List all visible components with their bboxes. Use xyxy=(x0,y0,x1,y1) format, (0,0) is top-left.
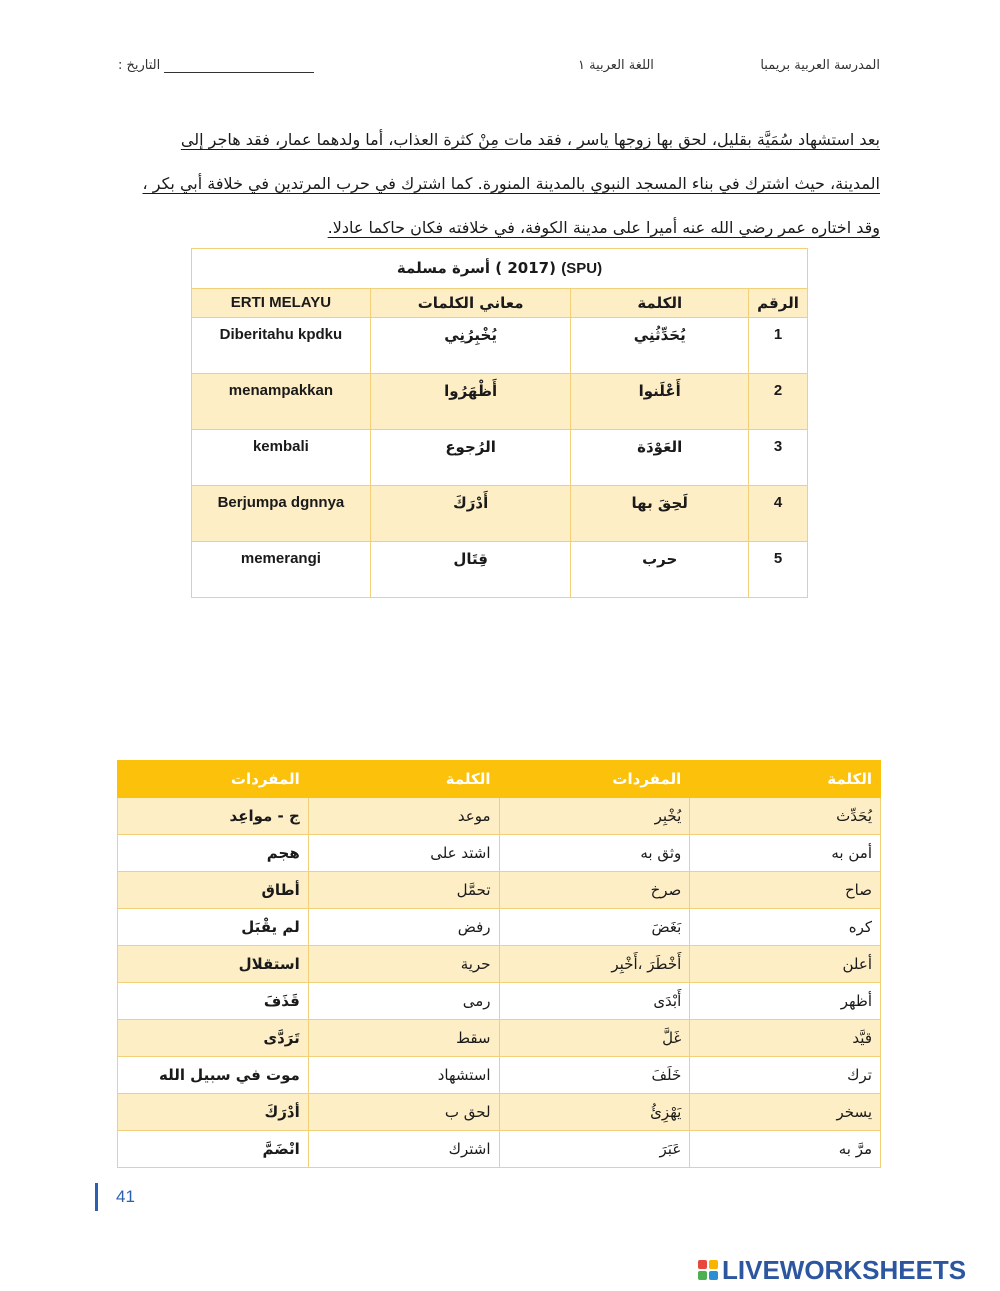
cell-word-2: اشترك xyxy=(308,1131,499,1168)
col-header-malay: ERTI MELAYU xyxy=(192,289,371,318)
cell-word-2: سقط xyxy=(308,1020,499,1057)
cell-word-1: أظهر xyxy=(690,983,881,1020)
synonym-table xyxy=(117,760,881,1168)
table-row xyxy=(118,798,881,835)
row-meaning: قِتَال xyxy=(370,542,571,598)
cell-synonym-2: ج - مواعِد xyxy=(118,798,309,835)
row-word: العَوْدَة xyxy=(571,430,749,486)
cell-synonym-2: أدْرَكَ xyxy=(118,1094,309,1131)
cell-synonym-2: موت في سبيل الله xyxy=(118,1057,309,1094)
col-header-word: الكلمة xyxy=(571,289,749,318)
cell-synonym-1: بَغَضَ xyxy=(499,909,690,946)
cell-word-1: كره xyxy=(690,909,881,946)
cell-synonym-1: يَهْزِئُ xyxy=(499,1094,690,1131)
cell-word-1: ترك xyxy=(690,1057,881,1094)
table-row xyxy=(192,318,808,374)
row-number: 1 xyxy=(749,318,808,374)
row-malay: menampakkan xyxy=(192,374,371,430)
row-meaning: أَدْرَكَ xyxy=(370,486,571,542)
table-row xyxy=(118,1020,881,1057)
date-field xyxy=(118,58,314,73)
table-row xyxy=(118,835,881,872)
logo-square xyxy=(709,1260,718,1269)
row-malay: memerangi xyxy=(192,542,371,598)
logo-square xyxy=(698,1271,707,1280)
cell-synonym-1: خَلَفَ xyxy=(499,1057,690,1094)
cell-word-2: حرية xyxy=(308,946,499,983)
table-row xyxy=(118,1131,881,1168)
logo-text: LIVEWORKSHEETS xyxy=(722,1254,967,1285)
cell-word-1: قيَّد xyxy=(690,1020,881,1057)
passage-line-3: وقد اختاره عمر رضي الله عنه أميرا على مدينة الكوفة، في خلافته فكان حاكما عادلا. xyxy=(327,218,880,237)
cell-synonym-2: أطاق xyxy=(118,872,309,909)
logo-square xyxy=(709,1271,718,1280)
cell-synonym-2: قَذَفَ xyxy=(118,983,309,1020)
page-number: 41 xyxy=(95,1183,135,1211)
cell-synonym-1: وثق به xyxy=(499,835,690,872)
cell-synonym-1: أَخْطَرَ ،أَخْبِر xyxy=(499,946,690,983)
passage-line-2: المدينة، حيث اشترك في بناء المسجد النبوي بالمدينة المنورة. كما اشترك في حرب المرتدين في خلافة أبي بكر ، xyxy=(142,174,880,193)
cell-word-1: يسخر xyxy=(690,1094,881,1131)
row-meaning: يُخْبِرُنِي xyxy=(370,318,571,374)
row-word: أَعْلَنوا xyxy=(571,374,749,430)
cell-word-1: أمن به xyxy=(690,835,881,872)
date-label: التاريخ : xyxy=(118,58,161,73)
cell-word-2: لحق ب xyxy=(308,1094,499,1131)
cell-synonym-2: تَرَدَّى xyxy=(118,1020,309,1057)
row-malay: kembali xyxy=(192,430,371,486)
table-row xyxy=(118,872,881,909)
row-number: 4 xyxy=(749,486,808,542)
col-header-meanings: معاني الكلمات xyxy=(370,289,571,318)
cell-word-2: رمى xyxy=(308,983,499,1020)
table-row xyxy=(192,430,808,486)
col-header-number: الرقم xyxy=(749,289,808,318)
row-word: حرب xyxy=(571,542,749,598)
row-malay: Diberitahu kpdku xyxy=(192,318,371,374)
caption-spu: (SPU) xyxy=(561,260,603,277)
col-header-word-2: الكلمة xyxy=(308,761,499,798)
date-blank-line xyxy=(164,60,314,73)
table-row xyxy=(118,1094,881,1131)
row-word: لَحِقَ بها xyxy=(571,486,749,542)
subject-name: اللغة العربية ١ xyxy=(578,58,654,73)
cell-word-1: أعلن xyxy=(690,946,881,983)
cell-synonym-1: يُخْبِر xyxy=(499,798,690,835)
row-word: يُحَدِّثُنِي xyxy=(571,318,749,374)
logo-mark-icon xyxy=(698,1260,718,1280)
liveworksheets-logo[interactable] xyxy=(698,1250,966,1290)
cell-word-1: يُحَدِّث xyxy=(690,798,881,835)
school-name: المدرسة العربية بريمبا xyxy=(760,58,880,73)
row-number: 3 xyxy=(749,430,808,486)
table-row xyxy=(118,983,881,1020)
logo-square xyxy=(698,1260,707,1269)
table-row xyxy=(192,542,808,598)
cell-word-2: اشتد على xyxy=(308,835,499,872)
cell-synonym-1: عَبَرَ xyxy=(499,1131,690,1168)
passage-line-1: بعد استشهاد سُمَيَّة بقليل، لحق بها زوجها ياسر ، فقد مات مِنْ كثرة العذاب، أما ولدهما عمار، فقد هاجر إلى xyxy=(180,130,880,149)
row-number: 2 xyxy=(749,374,808,430)
cell-word-1: صاح xyxy=(690,872,881,909)
col-header-synonym-1: المفردات xyxy=(499,761,690,798)
table-row xyxy=(192,486,808,542)
row-meaning: أَظْهَرُوا xyxy=(370,374,571,430)
cell-word-1: مرَّ به xyxy=(690,1131,881,1168)
cell-word-2: تحمَّل xyxy=(308,872,499,909)
table-row xyxy=(118,1057,881,1094)
cell-word-2: موعد xyxy=(308,798,499,835)
caption-year: (2017 ) xyxy=(495,259,556,277)
col-header-synonym-2: المفردات xyxy=(118,761,309,798)
vocab-table-caption xyxy=(192,249,808,289)
cell-synonym-1: أَبْدَى xyxy=(499,983,690,1020)
row-meaning: الرُجوع xyxy=(370,430,571,486)
cell-synonym-1: غَلَّ xyxy=(499,1020,690,1057)
row-malay: Berjumpa dgnnya xyxy=(192,486,371,542)
page-header xyxy=(118,58,880,82)
reading-passage xyxy=(118,118,880,250)
table-row xyxy=(118,946,881,983)
vocab-table xyxy=(191,248,808,598)
cell-synonym-2: لم يقْبَل xyxy=(118,909,309,946)
cell-word-2: رفض xyxy=(308,909,499,946)
cell-synonym-2: انْضَمَّ xyxy=(118,1131,309,1168)
caption-title: أسرة مسلمة xyxy=(396,259,491,277)
table-row xyxy=(118,909,881,946)
row-number: 5 xyxy=(749,542,808,598)
cell-synonym-2: هجم xyxy=(118,835,309,872)
table-row xyxy=(192,374,808,430)
cell-word-2: استشهاد xyxy=(308,1057,499,1094)
cell-synonym-1: صرخ xyxy=(499,872,690,909)
col-header-word-1: الكلمة xyxy=(690,761,881,798)
cell-synonym-2: استقلال xyxy=(118,946,309,983)
